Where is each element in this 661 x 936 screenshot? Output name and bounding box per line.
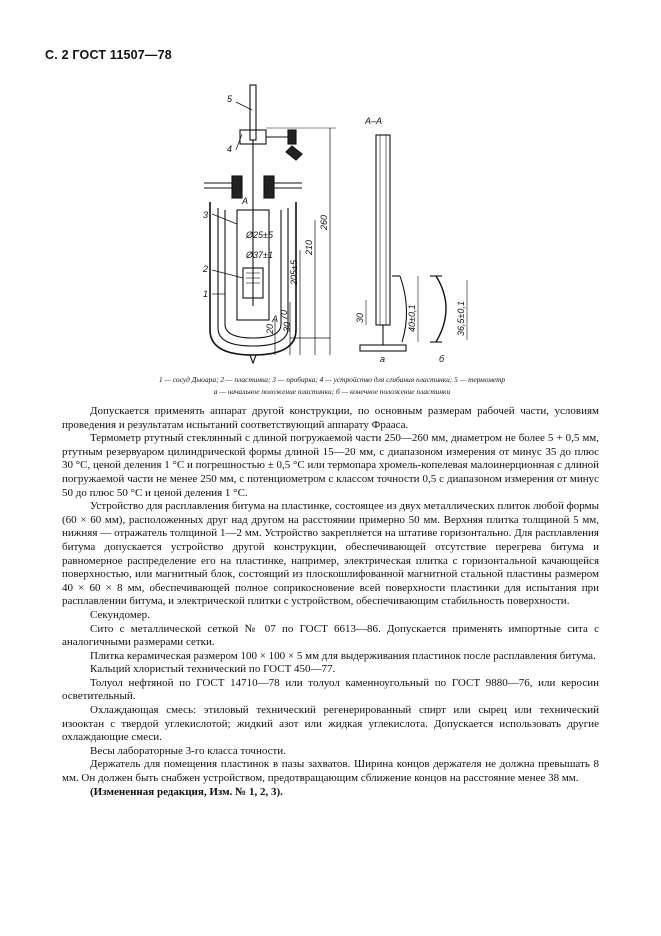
apparatus-drawing — [180, 80, 500, 370]
paragraph: Весы лабораторные 3-го класса точности. — [90, 744, 286, 757]
caption-line-1: 1 — сосуд Дьюара; 2 — пластинка; 3 — пробирка; 4 — устройство для сгибания пластинки; 5 — термометр — [158, 375, 506, 384]
callout-2: 2 — [203, 264, 209, 274]
sublabel-b: б — [439, 354, 445, 364]
plate-initial-curve — [400, 276, 407, 342]
callout-3: 3 — [203, 210, 209, 220]
paragraph: Термометр ртутный стеклянный с длиной погружаемой части 250—260 мм, диаметром не более 5 + 0,5 мм, ртутным резервуаром цилиндрической формы длиной 15—20 мм, с диапазоном измерения от минус 35 до плюс 30 °С, ценой деления 1 °С и погрешностью ± 0,5 °С или термопара хромель-копелевая малоинерционная с длиной погружаемой части не менее 250 мм, с потенциометром с классом точности 0,5 с диапазоном измерения от минус 50 до плюс 50 °С и ценой деления 1 °С. — [62, 432, 599, 499]
paragraph: Допускается применять аппарат другой конструкции, по основным размерам рабочей части, условиям проведения и результатам испытаний соответствующий аппарату Фрааса. — [62, 405, 599, 431]
amendment-note: (Измененная редакция, Изм. № 1, 2, 3). — [90, 785, 283, 798]
dim-70: 70 — [279, 309, 289, 320]
section-label: А–А — [365, 116, 383, 126]
paragraph: Секундомер. — [90, 608, 150, 621]
thermometer-shape — [250, 85, 256, 140]
paragraph: Сито с металлической сеткой № 07 по ГОСТ 6613—86. Допускается применять импортные сита с аналогичными размерами сетки. — [62, 622, 599, 649]
cut-mark-a-bottom: А — [272, 314, 279, 324]
dim-section-30: 30 — [355, 312, 365, 323]
dim-20: 20 — [265, 323, 275, 334]
paragraph: Плитка керамическая размером 100 × 100 × 5 мм для выдерживания пластинок после расплавления битума. — [90, 649, 596, 662]
section-tube — [376, 135, 390, 325]
paragraph: Кальций хлористый технический по ГОСТ 450—77. — [90, 663, 336, 676]
callout-5: 5 — [227, 94, 233, 104]
callout-1: 1 — [203, 289, 209, 299]
callout-4: 4 — [227, 144, 233, 154]
figure-caption — [62, 374, 602, 398]
cut-mark-a-top: А — [242, 196, 249, 206]
dim-30: 30 — [282, 321, 292, 332]
dim-260: 260 — [319, 214, 329, 230]
sublabel-a: а — [380, 354, 386, 364]
page-header: С. 2 ГОСТ 11507—78 — [45, 48, 172, 62]
body-text — [62, 405, 599, 799]
dim-tube-diameter: Ø25±5 — [246, 230, 273, 240]
apparatus-figure — [180, 80, 500, 370]
dim-210: 210 — [304, 239, 314, 255]
section-base — [360, 345, 406, 351]
dim-dewar-diameter: Ø37±1 — [246, 250, 273, 260]
paragraph: Охлаждающая смесь: этиловый технический регенерированный спирт или сырец или технический изооктан с твердой углекислотой; жидкий азот или жидкая углекислота. Допускается использовать другие охлаждающие смеси. — [62, 704, 599, 744]
paragraph: Толуол нефтяной по ГОСТ 14710—78 или толуол каменноугольный по ГОСТ 9880—76, или керосин осветительный. — [62, 676, 599, 703]
paragraph: Устройство для расплавления битума на пластинке, состоящее из двух металлических плиток любой формы (60 × 60 мм), расположенных друг над другом на расстоянии примерно 50 мм. Верхняя плитка толщиной 5 мм, нижняя — отражатель толщиной 1—2 мм. Устройство закрепляется на штативе горизонтально. Для расплавления битума допускается устройство другой конструкции, обеспечивающей отсутствие перегрева битума и равномерное распределение его на пластинке, например, электрическая плитка с горизонтальной качающейся поверхностью, или магнитный блок, состоящий из плоскошлифованной магнитной стальной пластины размером 40 × 60 × 8 мм, обеспечивающей полное соприкосновение всей поверхности пластинки для испытания при расплавлении битума, и электрической плитки с устройством, обеспечивающим стабильность поверхности. — [62, 500, 599, 608]
dim-205: 205±5 — [289, 260, 299, 285]
dim-40: 40±0,1 — [407, 304, 417, 332]
paragraph: Держатель для помещения пластинок в пазы захватов. Ширина концов держателя не должна превышать 8 мм. Он должен быть снабжен устройством, предотвращающим сближение концов на расстояние менее 38 мм. — [62, 758, 599, 785]
plate-final-curve — [436, 276, 446, 342]
caption-line-2: а — начальное положение пластинки; б — конечное положение пластинки — [213, 387, 451, 396]
dim-36-5: 36,5±0,1 — [456, 301, 466, 336]
